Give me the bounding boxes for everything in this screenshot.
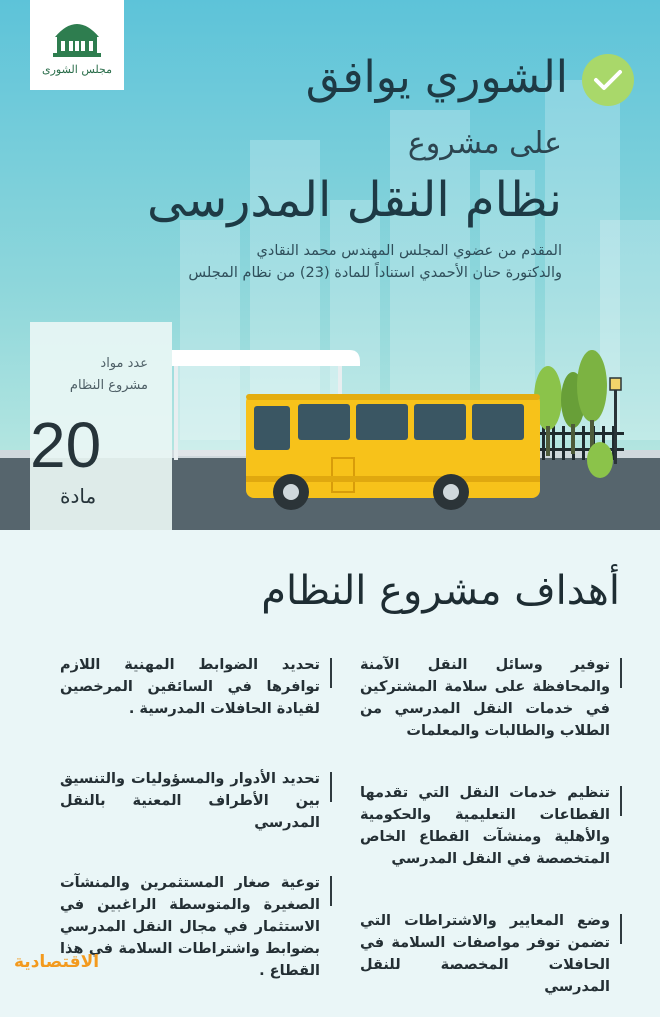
goal-bar [330,772,332,802]
goal-bar [330,876,332,906]
title-line2: على مشروع [407,126,562,161]
goal-item: تحديد الأدوار والمسؤوليات والتنسيق بين الأطراف المعنية بالنقل المدرسي [60,771,320,831]
goal-item: توعية صغار المستثمرين والمنشآت الصغيرة والمتوسطة الراغبين في الاستثمار في مجال النقل المدرسي بضوابط واشتراطات السلامة في هذا القطاع . [60,875,320,979]
goal-item: وضع المعايير والاشتراطات التي تضمن توفر مواصفات السلامة في الحافلات المخصصة للنقل المدرسي [360,913,610,995]
watermark: الاقتصادية [14,952,100,972]
goal-bar [330,658,332,688]
stat-label-line1: عدد مواد [100,356,148,371]
goal-item: تنظيم خدمات النقل التي تقدمها القطاعات التعليمية والحكومية والأهلية ومنشآت القطاع الخاص المتخصصة في النقل المدرسي [360,785,610,867]
goals-title: أهداف مشروع النظام [261,568,620,614]
stat-unit: مادة [60,484,97,508]
shura-logo [30,0,124,90]
stat-label-line2: مشروع النظام [69,378,148,393]
title-line1: الشوري يوافق [305,52,568,103]
goal-bar [620,658,622,688]
check-icon [582,54,634,106]
subtitle [92,240,562,284]
school-bus [246,394,540,510]
title-line3: نظام النقل المدرسى [147,172,562,228]
subtitle-line1: المقدم من عضوي المجلس المهندس محمد النقادي [256,243,562,259]
shura-emblem-icon [47,15,107,61]
logo-text: مجلس الشورى [42,62,112,76]
bus-stop-illustration [160,340,660,520]
goal-bar [620,786,622,816]
goal-item: توفير وسائل النقل الآمنة والمحافظة على سلامة المشتركين في خدمات النقل المدرسي من الطلاب والطالبات والمعلمات [360,657,610,739]
subtitle-line2: والدكتورة حنان الأحمدي استناداً للمادة (23) من نظام المجلس [188,265,562,281]
goal-item: تحديد الضوابط المهنية اللازم توافرها في السائقين المرخصين لقيادة الحافلات المدرسية . [60,657,320,717]
stat-value: 20 [30,409,102,481]
goal-bar [620,914,622,944]
